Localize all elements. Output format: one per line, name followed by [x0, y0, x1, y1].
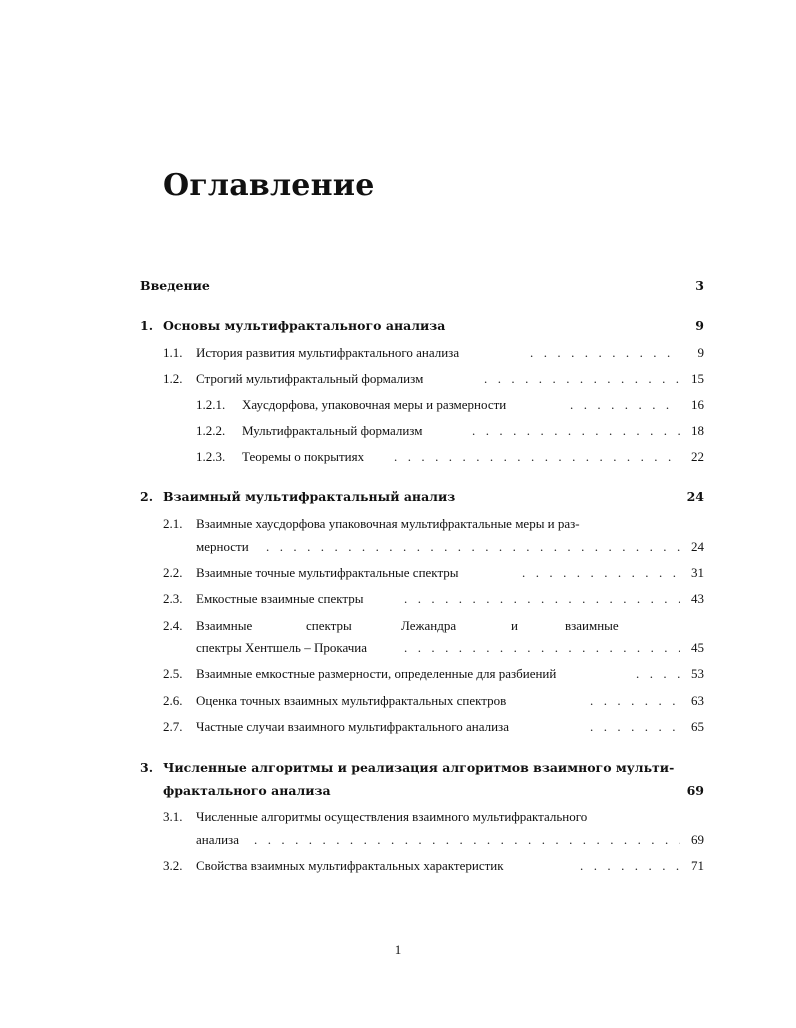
toc-number: 1.	[140, 318, 154, 333]
toc-page-number: 24	[691, 539, 704, 554]
toc-dot-leader	[590, 717, 680, 737]
toc-number: 3.1.	[163, 809, 183, 824]
toc-number: 2.4.	[163, 618, 183, 633]
toc-dot-leader	[404, 638, 680, 658]
toc-entry-text: Теоремы о покрытиях	[242, 449, 365, 464]
toc-dot-leader	[254, 830, 680, 850]
toc-dot-leader	[404, 589, 680, 609]
toc-number: 2.7.	[163, 719, 183, 734]
toc-number: 3.2.	[163, 858, 183, 873]
toc-dot-leader	[590, 691, 680, 711]
toc-section-2-2[interactable]	[0, 563, 796, 583]
toc-entry-text: Основы мультифрактального анализа	[163, 318, 446, 333]
toc-entry-text: Свойства взаимных мультифрактальных характеристик	[196, 858, 504, 873]
toc-page-number: 22	[691, 449, 704, 464]
toc-entry-word: спектры	[306, 618, 352, 633]
toc-entry-text: Взаимные емкостные размерности, определенные для разбиений	[196, 666, 557, 681]
toc-entry-text-continuation: анализа	[196, 832, 239, 847]
toc-entry-text: Взаимные хаусдорфова упаковочная мультифрактальные меры и раз-	[196, 516, 580, 531]
toc-dot-leader	[636, 664, 680, 684]
toc-page-number: 24	[686, 489, 704, 504]
toc-number: 1.2.2.	[196, 423, 226, 438]
toc-entry-text: Емкостные взаимные спектры	[196, 591, 364, 606]
toc-entry-text: Хаусдорфова, упаковочная меры и размерности	[242, 397, 507, 412]
toc-entry-text-continuation: спектры Хентшель – Прокачиа	[196, 640, 367, 655]
toc-section-3-1[interactable]	[0, 807, 796, 827]
toc-entry-word: взаимные	[565, 618, 619, 633]
toc-entry-text: Строгий мультифрактальный формализм	[196, 371, 424, 386]
toc-entry-text: Введение	[140, 278, 210, 293]
toc-section-3-2[interactable]	[0, 856, 796, 876]
toc-entry-text: История развития мультифрактального анализа	[196, 345, 460, 360]
toc-page-number: 9	[695, 318, 704, 333]
toc-page-number: 69	[691, 832, 704, 847]
toc-dot-leader	[580, 856, 680, 876]
toc-page-number: 71	[691, 858, 704, 873]
toc-entry-text: Взаимные точные мультифрактальные спектры	[196, 565, 459, 580]
toc-section-2-6[interactable]	[0, 691, 796, 711]
toc-section-2-1[interactable]	[0, 514, 796, 534]
toc-page-number: 43	[691, 591, 704, 606]
toc-page-number: 16	[691, 397, 704, 412]
toc-page-number: 18	[691, 423, 704, 438]
toc-page-number: 69	[686, 783, 704, 798]
page-number-footer: 1	[394, 942, 402, 957]
toc-number: 1.2.1.	[196, 397, 226, 412]
toc-number: 2.6.	[163, 693, 183, 708]
toc-section-1-1[interactable]	[0, 343, 796, 363]
toc-entry-text: Взаимный мультифрактальный анализ	[163, 489, 456, 504]
toc-page-number: 9	[697, 345, 704, 360]
toc-entry-text: Численные алгоритмы осуществления взаимного мультифрактального	[196, 809, 588, 824]
toc-page-number: 3	[695, 278, 704, 293]
toc-entry-text: Оценка точных взаимных мультифрактальных спектров	[196, 693, 507, 708]
toc-page-number: 53	[691, 666, 704, 681]
toc-number: 2.5.	[163, 666, 183, 681]
toc-section-3-1-continuation[interactable]	[0, 830, 796, 850]
toc-dot-leader	[472, 421, 680, 441]
toc-section-2-1-continuation[interactable]	[0, 537, 796, 557]
toc-chapter-1[interactable]	[0, 316, 796, 336]
toc-subsection-1-2-3[interactable]	[0, 447, 796, 467]
toc-entry-word: Взаимные	[196, 618, 253, 633]
toc-number: 2.2.	[163, 565, 183, 580]
toc-dot-leader	[530, 343, 680, 363]
toc-dot-leader	[570, 395, 680, 415]
toc-number: 2.	[140, 489, 154, 504]
toc-number: 2.3.	[163, 591, 183, 606]
toc-section-2-3[interactable]	[0, 589, 796, 609]
toc-entry-text: Частные случаи взаимного мультифрактального анализа	[196, 719, 509, 734]
toc-section-2-4[interactable]	[0, 616, 796, 636]
toc-dot-leader	[484, 369, 680, 389]
toc-page-number: 31	[691, 565, 704, 580]
toc-chapter-3[interactable]	[0, 758, 796, 778]
toc-section-2-7[interactable]	[0, 717, 796, 737]
toc-number: 3.	[140, 760, 154, 775]
toc-subsection-1-2-1[interactable]	[0, 395, 796, 415]
toc-entry-text: Численные алгоритмы и реализация алгоритмов взаимного мульти-	[163, 760, 675, 775]
toc-entry-intro[interactable]	[0, 276, 796, 296]
toc-chapter-3-continuation[interactable]	[0, 781, 796, 801]
toc-page-number: 15	[691, 371, 704, 386]
toc-section-1-2[interactable]	[0, 369, 796, 389]
toc-entry-text-continuation: фрактального анализа	[163, 783, 331, 798]
toc-page-number: 65	[691, 719, 704, 734]
toc-entry-text: Мультифрактальный формализм	[242, 423, 423, 438]
toc-dot-leader	[266, 537, 680, 557]
toc-entry-word: и	[511, 618, 518, 633]
toc-dot-leader	[394, 447, 680, 467]
toc-subsection-1-2-2[interactable]	[0, 421, 796, 441]
toc-number: 1.2.	[163, 371, 183, 386]
toc-number: 1.2.3.	[196, 449, 226, 464]
page-title: Оглавление	[163, 168, 375, 203]
toc-dot-leader	[522, 563, 680, 583]
toc-page-number: 63	[691, 693, 704, 708]
toc-number: 2.1.	[163, 516, 183, 531]
toc-number: 1.1.	[163, 345, 183, 360]
toc-entry-text-continuation: мерности	[196, 539, 249, 554]
toc-section-2-5[interactable]	[0, 664, 796, 684]
toc-entry-word: Лежандра	[401, 618, 457, 633]
toc-page-number: 45	[691, 640, 704, 655]
toc-section-2-4-continuation[interactable]	[0, 638, 796, 658]
toc-chapter-2[interactable]	[0, 487, 796, 507]
